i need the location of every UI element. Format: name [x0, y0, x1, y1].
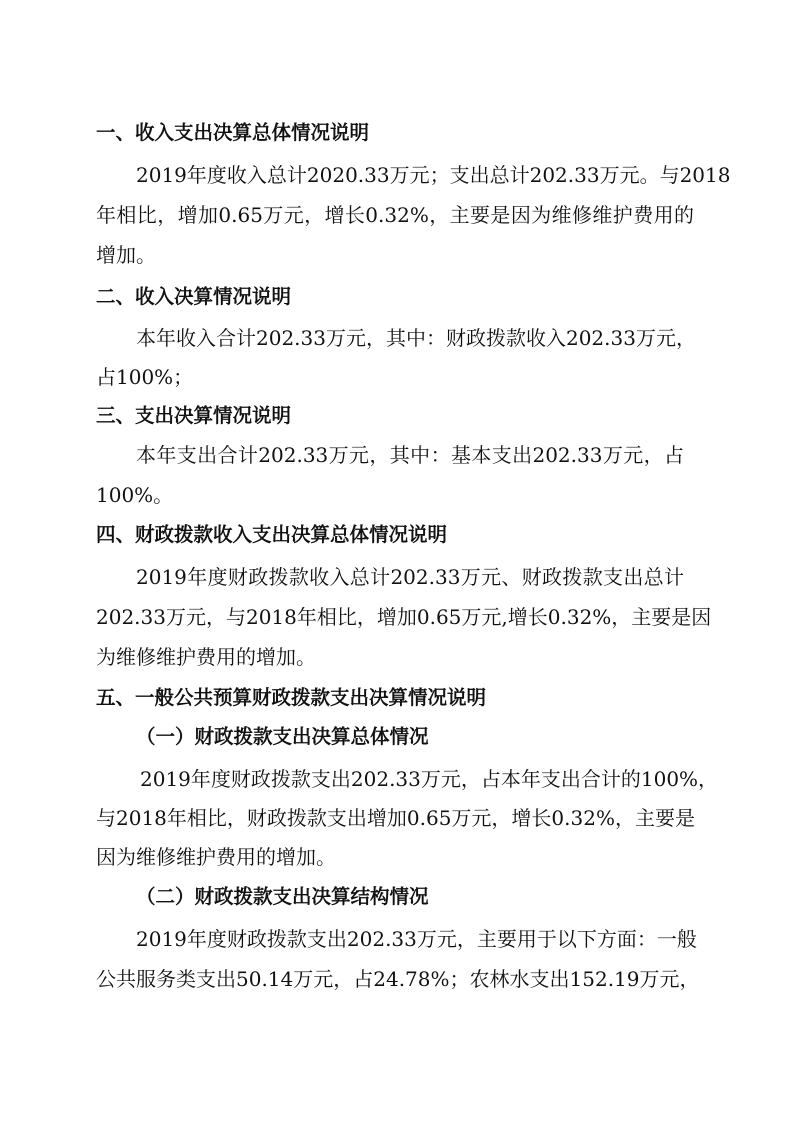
paragraph-line: 2019年度财政拨款支出202.33万元，占本年支出合计的100%，: [140, 767, 719, 791]
paragraph-line: 为维修维护费用的增加。: [96, 645, 316, 669]
section-heading-2: 二、收入决算情况说明: [96, 285, 292, 308]
section-heading-3: 三、支出决算情况说明: [96, 404, 292, 427]
subsection-heading-2: （二）财政拨款支出决算结构情况: [136, 885, 429, 908]
section-heading-5: 五、一般公共预算财政拨款支出决算情况说明: [96, 686, 487, 709]
paragraph-line: 增加。: [96, 243, 156, 267]
section-heading-4: 四、财政拨款收入支出决算总体情况说明: [96, 523, 448, 546]
paragraph-line: 占100%；: [96, 365, 194, 389]
section-heading-1: 一、收入支出决算总体情况说明: [96, 121, 370, 144]
paragraph-line: 年相比，增加0.65万元，增长0.32%，主要是因为维修维护费用的: [96, 203, 694, 227]
paragraph-line: 本年收入合计202.33万元，其中：财政拨款收入202.33万元，: [136, 326, 696, 350]
paragraph-line: 202.33万元，与2018年相比，增加0.65万元,增长0.32%，主要是因: [96, 605, 712, 629]
paragraph-line: 本年支出合计202.33万元，其中：基本支出202.33万元，占: [136, 443, 684, 467]
subsection-heading-1: （一）财政拨款支出决算总体情况: [136, 725, 429, 748]
paragraph-line: 2019年度财政拨款支出202.33万元，主要用于以下方面：一般: [136, 927, 697, 951]
paragraph-line: 2019年度收入总计2020.33万元；支出总计202.33万元。与2018: [136, 163, 731, 187]
paragraph-line: 公共服务类支出50.14万元，占24.78%；农林水支出152.19万元，: [96, 967, 700, 991]
paragraph-line: 与2018年相比，财政拨款支出增加0.65万元，增长0.32%，主要是: [96, 806, 695, 830]
paragraph-line: 100%。: [96, 483, 174, 507]
paragraph-line: 因为维修维护费用的增加。: [96, 845, 336, 869]
paragraph-line: 2019年度财政拨款收入总计202.33万元、财政拨款支出总计: [136, 565, 684, 589]
